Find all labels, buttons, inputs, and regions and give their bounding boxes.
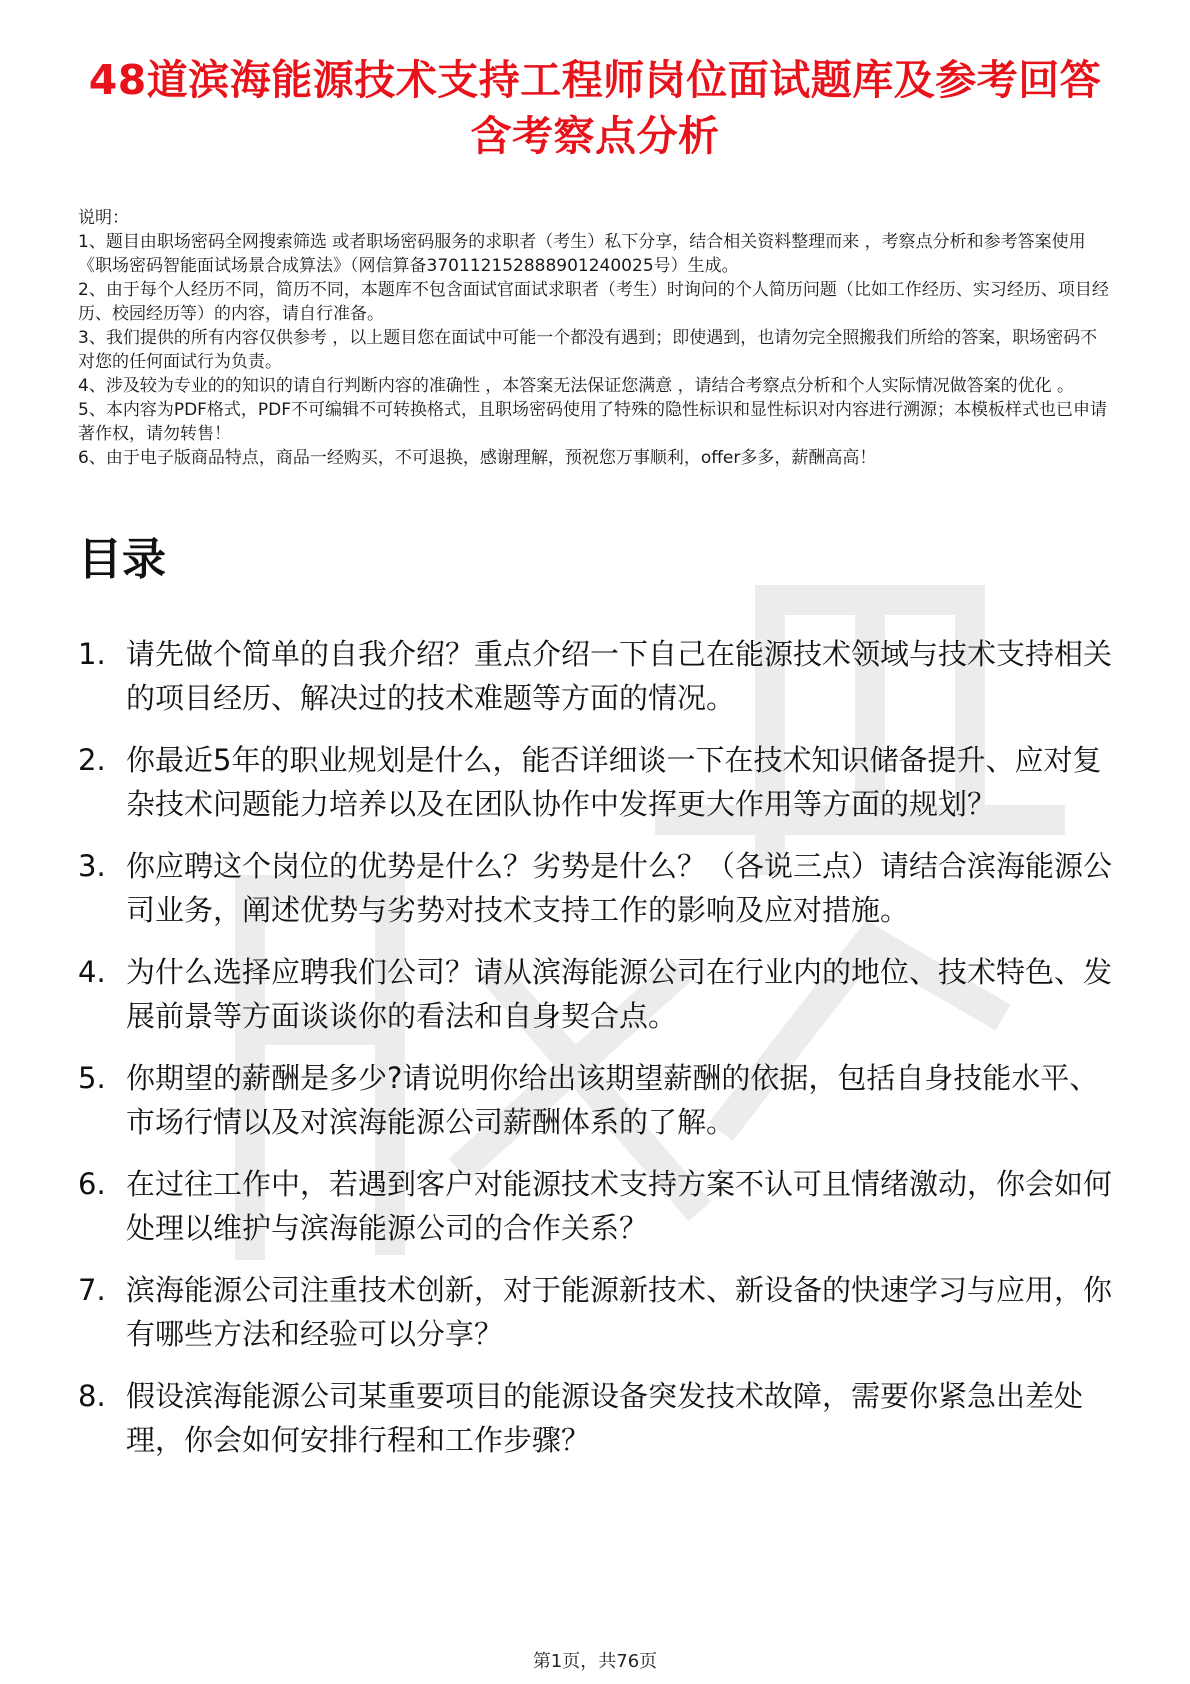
page-footer: 第1页，共76页 <box>532 1651 658 1672</box>
notes-section <box>78 206 1112 470</box>
toc-heading: 目录 <box>78 534 166 585</box>
note-item: 3、我们提供的所有内容仅供参考 ，以上题目您在面试中可能一个都没有遇到；即使遇到，也请勿完全照搬我们所给的答案，职场密码不对您的任何面试行为负责。 <box>78 328 1098 372</box>
document-title: 48道滨海能源技术支持工程师岗位面试题库及参考回答含考察点分析 <box>88 56 1102 160</box>
note-item: 2、由于每个人经历不同，简历不同，本题库不包含面试官面试求职者（考生）时询问的个人简历问题（比如工作经历、实习经历、项目经历、校园经历等）的内容，请自行准备。 <box>78 280 1109 324</box>
note-item: 1、题目由职场密码全网搜索筛选 或者职场密码服务的求职者（考生）私下分享，结合相关资料整理而来 ，考察点分析和参考答案使用《职场密码智能面试场景合成算法》（网信算备370112152888901240025号）生成。 <box>78 232 1086 276</box>
notes-heading: 说明： <box>78 208 129 228</box>
question-item <box>78 632 1112 720</box>
question-number: 8. <box>78 1379 106 1413</box>
question-item <box>78 1374 1112 1462</box>
question-text: 假设滨海能源公司某重要项目的能源设备突发技术故障，需要你紧急出差处理，你会如何安排行程和工作步骤？ <box>126 1379 1084 1457</box>
question-text: 滨海能源公司注重技术创新，对于能源新技术、新设备的快速学习与应用，你有哪些方法和经验可以分享？ <box>126 1273 1113 1351</box>
question-number: 5. <box>78 1061 106 1095</box>
question-number: 2. <box>78 743 106 777</box>
question-number: 6. <box>78 1167 106 1201</box>
question-number: 4. <box>78 955 106 989</box>
question-number: 3. <box>78 849 106 883</box>
question-number: 7. <box>78 1273 106 1307</box>
question-text: 在过往工作中，若遇到客户对能源技术支持方案不认可且情绪激动，你会如何处理以维护与滨海能源公司的合作关系？ <box>126 1167 1113 1245</box>
note-item: 6、由于电子版商品特点，商品一经购买，不可退换，感谢理解，预祝您万事顺利，offer多多，薪酬高高！ <box>78 448 877 468</box>
question-list <box>78 632 1112 1462</box>
question-item <box>78 1268 1112 1356</box>
question-item <box>78 1056 1112 1144</box>
question-text: 为什么选择应聘我们公司？请从滨海能源公司在行业内的地位、技术特色、发展前景等方面谈谈你的看法和自身契合点。 <box>126 955 1113 1033</box>
question-text: 你期望的薪酬是多少?请说明你给出该期望薪酬的依据，包括自身技能水平、市场行情以及对滨海能源公司薪酬体系的了解。 <box>126 1061 1099 1139</box>
question-text: 你应聘这个岗位的优势是什么？劣势是什么？（各说三点）请结合滨海能源公司业务，阐述优势与劣势对技术支持工作的影响及应对措施。 <box>126 849 1113 927</box>
question-text: 你最近5年的职业规划是什么，能否详细谈一下在技术知识储备提升、应对复杂技术问题能力培养以及在团队协作中发挥更大作用等方面的规划？ <box>126 743 1102 821</box>
note-item: 5、本内容为PDF格式，PDF不可编辑不可转换格式，且职场密码使用了特殊的隐性标识和显性标识对内容进行溯源；本模板样式也已申请著作权，请勿转售！ <box>78 400 1108 444</box>
question-text: 请先做个简单的自我介绍？重点介绍一下自己在能源技术领域与技术支持相关的项目经历、解决过的技术难题等方面的情况。 <box>126 637 1113 715</box>
question-number: 1. <box>78 637 106 671</box>
question-item <box>78 1162 1112 1250</box>
question-item <box>78 738 1112 826</box>
note-item: 4、涉及较为专业的的知识的请自行判断内容的准确性 ，本答案无法保证您满意 ，请结合考察点分析和个人实际情况做答案的优化 。 <box>78 376 1075 396</box>
question-item <box>78 844 1112 932</box>
question-item <box>78 950 1112 1038</box>
